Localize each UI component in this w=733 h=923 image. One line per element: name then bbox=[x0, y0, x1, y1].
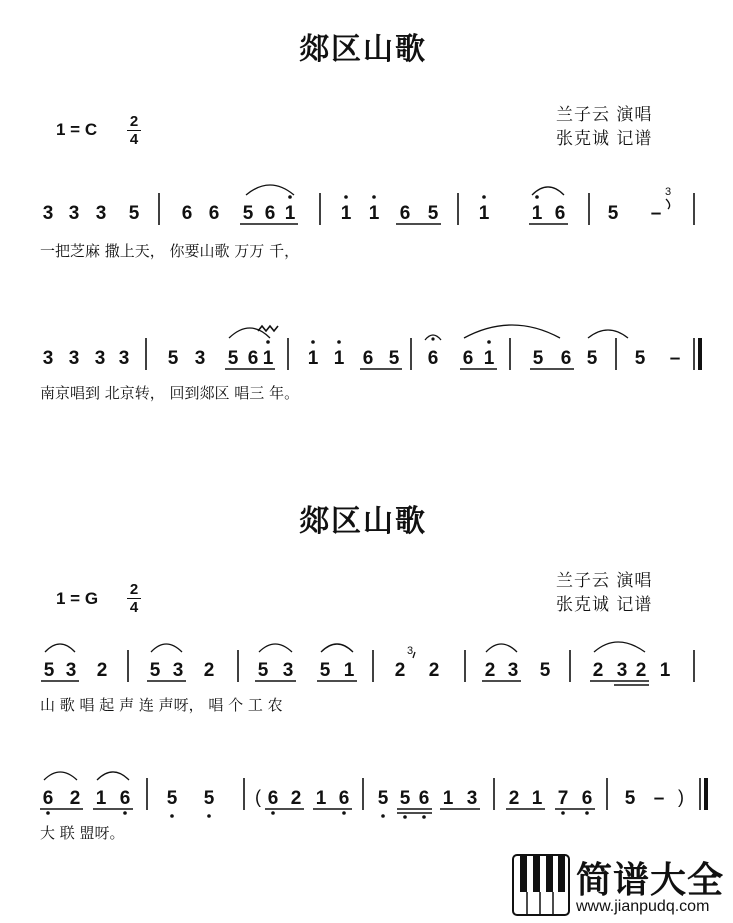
note: 6 bbox=[554, 203, 566, 224]
note: 3 bbox=[282, 660, 294, 681]
underlines bbox=[40, 809, 595, 813]
note: 2 bbox=[96, 660, 108, 681]
note: 6 bbox=[560, 348, 572, 369]
note: 1 bbox=[343, 660, 355, 681]
note: 2 bbox=[635, 660, 647, 681]
slurs bbox=[45, 642, 645, 658]
note: 2 bbox=[508, 788, 520, 809]
note: 5 bbox=[624, 788, 636, 809]
note: 5 bbox=[399, 788, 411, 809]
time-top: 2 bbox=[129, 113, 139, 130]
note: 5 bbox=[532, 348, 544, 369]
dash: – bbox=[669, 348, 681, 369]
note: 5 bbox=[319, 660, 331, 681]
note: 5 bbox=[586, 348, 598, 369]
song1-staff-line2 bbox=[0, 320, 733, 380]
underlines bbox=[41, 681, 649, 685]
note: 3 bbox=[616, 660, 628, 681]
note: 6 bbox=[119, 788, 131, 809]
song1-line1-lyrics: 一把芝麻 撒上天， 你要山歌 万万 千， bbox=[40, 242, 300, 260]
note: 1 bbox=[531, 788, 543, 809]
note: 6 bbox=[581, 788, 593, 809]
song2-time-signature bbox=[127, 582, 141, 615]
song2-key: 1 = G bbox=[56, 589, 99, 608]
time-top: 2 bbox=[129, 581, 139, 598]
note: 5 bbox=[43, 660, 55, 681]
dash: – bbox=[653, 788, 665, 809]
note: 2 bbox=[203, 660, 215, 681]
note: 6 bbox=[399, 203, 411, 224]
note: 5 bbox=[427, 203, 439, 224]
note: 3 bbox=[65, 660, 77, 681]
note: 1 bbox=[483, 348, 495, 369]
open-paren: ( bbox=[255, 787, 261, 807]
dash: – bbox=[650, 203, 662, 224]
song1-line2-lyrics: 南京唱到 北京转， 回到郯区 唱三 年。 bbox=[40, 384, 300, 402]
note: 1 bbox=[315, 788, 327, 809]
note: 3 bbox=[172, 660, 184, 681]
note: 3 bbox=[94, 348, 106, 369]
note: 6 bbox=[462, 348, 474, 369]
low-octave-dots bbox=[46, 811, 589, 819]
note: 3 bbox=[68, 203, 80, 224]
note: 1 bbox=[368, 203, 380, 224]
watermark-url: www.jianpudq.com bbox=[576, 898, 710, 915]
note: 5 bbox=[388, 348, 400, 369]
watermark bbox=[510, 852, 730, 920]
note: 3 bbox=[466, 788, 478, 809]
note: 5 bbox=[203, 788, 215, 809]
song1-key: 1 = C bbox=[56, 120, 98, 139]
note: 5 bbox=[242, 203, 254, 224]
song2-line2-lyrics: 大 联 盟呀。 bbox=[40, 824, 125, 842]
note: 6 bbox=[427, 348, 439, 369]
grace-note: 3 bbox=[406, 645, 414, 657]
slurs bbox=[229, 325, 628, 340]
note: 1 bbox=[95, 788, 107, 809]
note: 5 bbox=[227, 348, 239, 369]
note: 5 bbox=[149, 660, 161, 681]
note: 2 bbox=[394, 660, 406, 681]
note: 1 bbox=[478, 203, 490, 224]
note: 6 bbox=[208, 203, 220, 224]
mordent-mark bbox=[258, 326, 278, 331]
note: 1 bbox=[284, 203, 296, 224]
song1-staff-line1 bbox=[0, 175, 733, 235]
fermata-mark bbox=[431, 337, 434, 340]
time-bottom: 4 bbox=[129, 599, 139, 616]
note: 1 bbox=[442, 788, 454, 809]
note: 3 bbox=[118, 348, 130, 369]
note: 1 bbox=[340, 203, 352, 224]
note: 2 bbox=[592, 660, 604, 681]
high-octave-dots bbox=[266, 340, 491, 344]
note: 5 bbox=[607, 203, 619, 224]
note: 1 bbox=[531, 203, 543, 224]
note: 6 bbox=[362, 348, 374, 369]
song2-title: 郯区山歌 bbox=[299, 504, 427, 539]
note: 5 bbox=[166, 788, 178, 809]
note: 2 bbox=[484, 660, 496, 681]
high-octave-dots bbox=[288, 195, 539, 199]
watermark-name: 简谱大全 bbox=[576, 860, 725, 901]
note: 6 bbox=[418, 788, 430, 809]
note: 6 bbox=[338, 788, 350, 809]
song1-credit-notation: 张克诚 记谱 bbox=[556, 129, 653, 149]
note: 1 bbox=[333, 348, 345, 369]
song1-time-signature bbox=[127, 114, 141, 147]
piano-keys-icon bbox=[512, 854, 572, 918]
song1-title: 郯区山歌 bbox=[299, 32, 427, 67]
song2-credit-notation: 张克诚 记谱 bbox=[556, 595, 653, 615]
note: 3 bbox=[42, 203, 54, 224]
note: 1 bbox=[307, 348, 319, 369]
song1-line1-notes bbox=[43, 186, 671, 224]
note: 6 bbox=[267, 788, 279, 809]
grace-note: 3 bbox=[664, 186, 672, 198]
note: 2 bbox=[69, 788, 81, 809]
song2-credit-singer: 兰子云 演唱 bbox=[556, 571, 653, 591]
song2-line1-notes bbox=[44, 645, 671, 681]
note: 3 bbox=[68, 348, 80, 369]
song2-staff-line1 bbox=[0, 632, 733, 692]
close-paren: ) bbox=[678, 787, 684, 807]
note: 6 bbox=[247, 348, 259, 369]
note: 5 bbox=[257, 660, 269, 681]
slurs bbox=[44, 772, 129, 780]
note: 3 bbox=[95, 203, 107, 224]
note: 5 bbox=[539, 660, 551, 681]
note: 6 bbox=[264, 203, 276, 224]
note: 5 bbox=[128, 203, 140, 224]
song1-credit-singer: 兰子云 演唱 bbox=[556, 105, 653, 125]
note: 1 bbox=[659, 660, 671, 681]
note: 6 bbox=[181, 203, 193, 224]
note: 2 bbox=[290, 788, 302, 809]
note: 1 bbox=[262, 348, 274, 369]
note: 6 bbox=[42, 788, 54, 809]
song2-line1-lyrics: 山 歌 唱 起 声 连 声呀， 唱 个 工 农 bbox=[40, 696, 283, 714]
note: 3 bbox=[42, 348, 54, 369]
note: 7 bbox=[557, 788, 569, 809]
time-bottom: 4 bbox=[129, 131, 139, 148]
note: 3 bbox=[507, 660, 519, 681]
song2-staff-line2 bbox=[0, 760, 733, 820]
note: 5 bbox=[634, 348, 646, 369]
note: 3 bbox=[194, 348, 206, 369]
note: 5 bbox=[167, 348, 179, 369]
song1-line2-notes bbox=[43, 348, 681, 369]
note: 5 bbox=[377, 788, 389, 809]
note: 2 bbox=[428, 660, 440, 681]
